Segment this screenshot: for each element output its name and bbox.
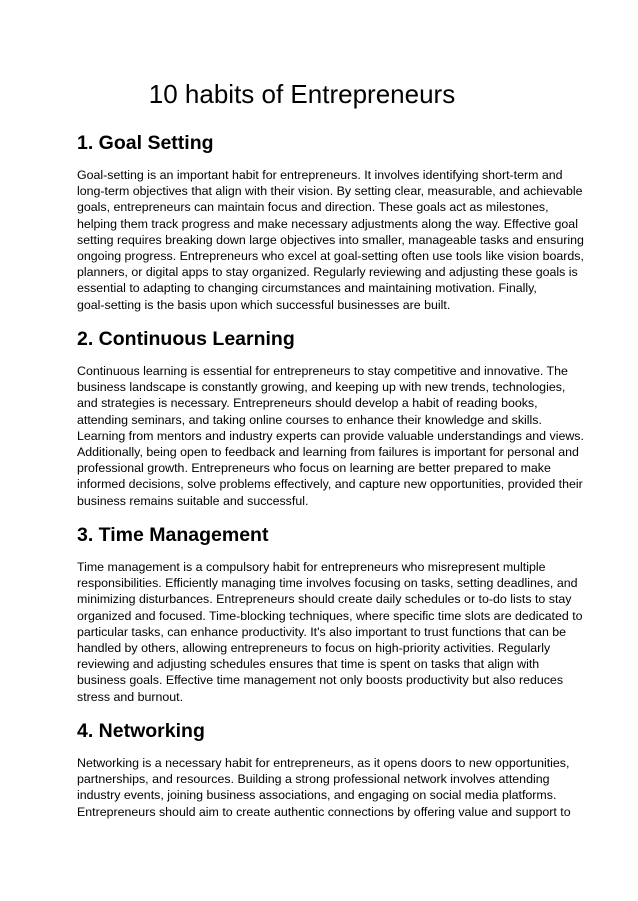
paragraph-line: stress and burnout. bbox=[77, 689, 184, 704]
paragraph-line: helping them track progress and make necessary adjustments along the way. Effective goal bbox=[77, 216, 578, 231]
section-heading-continuous-learning: 2. Continuous Learning bbox=[77, 328, 295, 350]
section-heading-goal-setting: 1. Goal Setting bbox=[77, 132, 214, 154]
paragraph-line: Learning from mentors and industry experts can provide valuable understandings and views. bbox=[77, 428, 584, 443]
paragraph-line: reviewing and adjusting schedules ensures that time is spent on tasks that align with bbox=[77, 657, 540, 672]
paragraph-line: informed decisions, solve problems effectively, and capture new opportunities, provided their bbox=[77, 477, 583, 492]
paragraph-line: responsibilities. Efficiently managing time involves focusing on tasks, setting deadlines, and bbox=[77, 576, 578, 591]
document-title: 10 habits of Entrepreneurs bbox=[148, 79, 456, 109]
section-body-goal-setting bbox=[77, 167, 584, 313]
section-heading-time-management: 3. Time Management bbox=[77, 524, 269, 546]
paragraph-line: long-term objectives that align with their vision. By setting clear, measurable, and achievable bbox=[77, 184, 583, 199]
paragraph-line: essential to adapting to changing circumstances and maintaining motivation. Finally, bbox=[77, 281, 537, 296]
paragraph-line: goals, entrepreneurs can maintain focus and direction. These goals act as milestones, bbox=[77, 200, 549, 215]
paragraph-line: Networking is a necessary habit for entrepreneurs, as it opens doors to new opportunities, bbox=[77, 756, 570, 770]
paragraph-line: business remains suitable and successful. bbox=[77, 493, 309, 508]
paragraph-line: Continuous learning is essential for entrepreneurs to stay competitive and innovative. The bbox=[77, 364, 568, 378]
paragraph-line: business goals. Effective time management not only boosts productivity but also reduces bbox=[77, 673, 564, 688]
paragraph-line: setting requires breaking down large objectives into smaller, manageable tasks and ensuring bbox=[77, 232, 584, 247]
paragraph-line: Additionally, being open to feedback and learning from failures is important for personal and bbox=[77, 445, 579, 460]
paragraph-line: ongoing progress. Entrepreneurs who excel at goal-setting often use tools like vision boards, bbox=[77, 249, 584, 264]
paragraph-line: Time management is a compulsory habit for entrepreneurs who misrepresent multiple bbox=[77, 560, 546, 574]
paragraph-line: professional growth. Entrepreneurs who focus on learning are better prepared to make bbox=[77, 461, 551, 476]
paragraph-line: minimizing disturbances. Entrepreneurs should create daily schedules or to-do lists to stay bbox=[77, 592, 572, 607]
paragraph-line: attending seminars, and taking online courses to enhance their knowledge and skills. bbox=[77, 412, 542, 427]
section-body-networking bbox=[77, 755, 571, 820]
paragraph-line: Entrepreneurs should aim to create authentic connections by offering value and support to bbox=[77, 804, 571, 819]
paragraph-line: business landscape is constantly growing, and keeping up with new trends, technologies, bbox=[77, 380, 566, 395]
section-heading-networking: 4. Networking bbox=[77, 720, 205, 742]
section-body-continuous-learning bbox=[77, 363, 584, 509]
paragraph-line: partnerships, and resources. Building a strong professional network involves attending bbox=[77, 772, 550, 787]
paragraph-line: Goal-setting is an important habit for entrepreneurs. It involves identifying short-term and bbox=[77, 168, 563, 182]
paragraph-line: handled by others, allowing entrepreneurs to focus on high-priority activities. Regularly bbox=[77, 641, 551, 656]
paragraph-line: goal-setting is the basis upon which successful businesses are built. bbox=[77, 297, 451, 312]
paragraph-line: industry events, joining business associations, and engaging on social media platforms. bbox=[77, 788, 557, 803]
paragraph-line: organized and focused. Time-blocking techniques, where specific time slots are dedicated to bbox=[77, 608, 583, 623]
paragraph-line: and strategies is necessary. Entrepreneurs should develop a habit of reading books, bbox=[77, 396, 538, 411]
paragraph-line: particular tasks, can enhance productivity. It's also important to trust functions that can be bbox=[77, 624, 567, 639]
section-body-time-management bbox=[77, 559, 583, 705]
paragraph-line: planners, or digital apps to stay organized. Regularly reviewing and adjusting these goals is bbox=[77, 265, 578, 280]
